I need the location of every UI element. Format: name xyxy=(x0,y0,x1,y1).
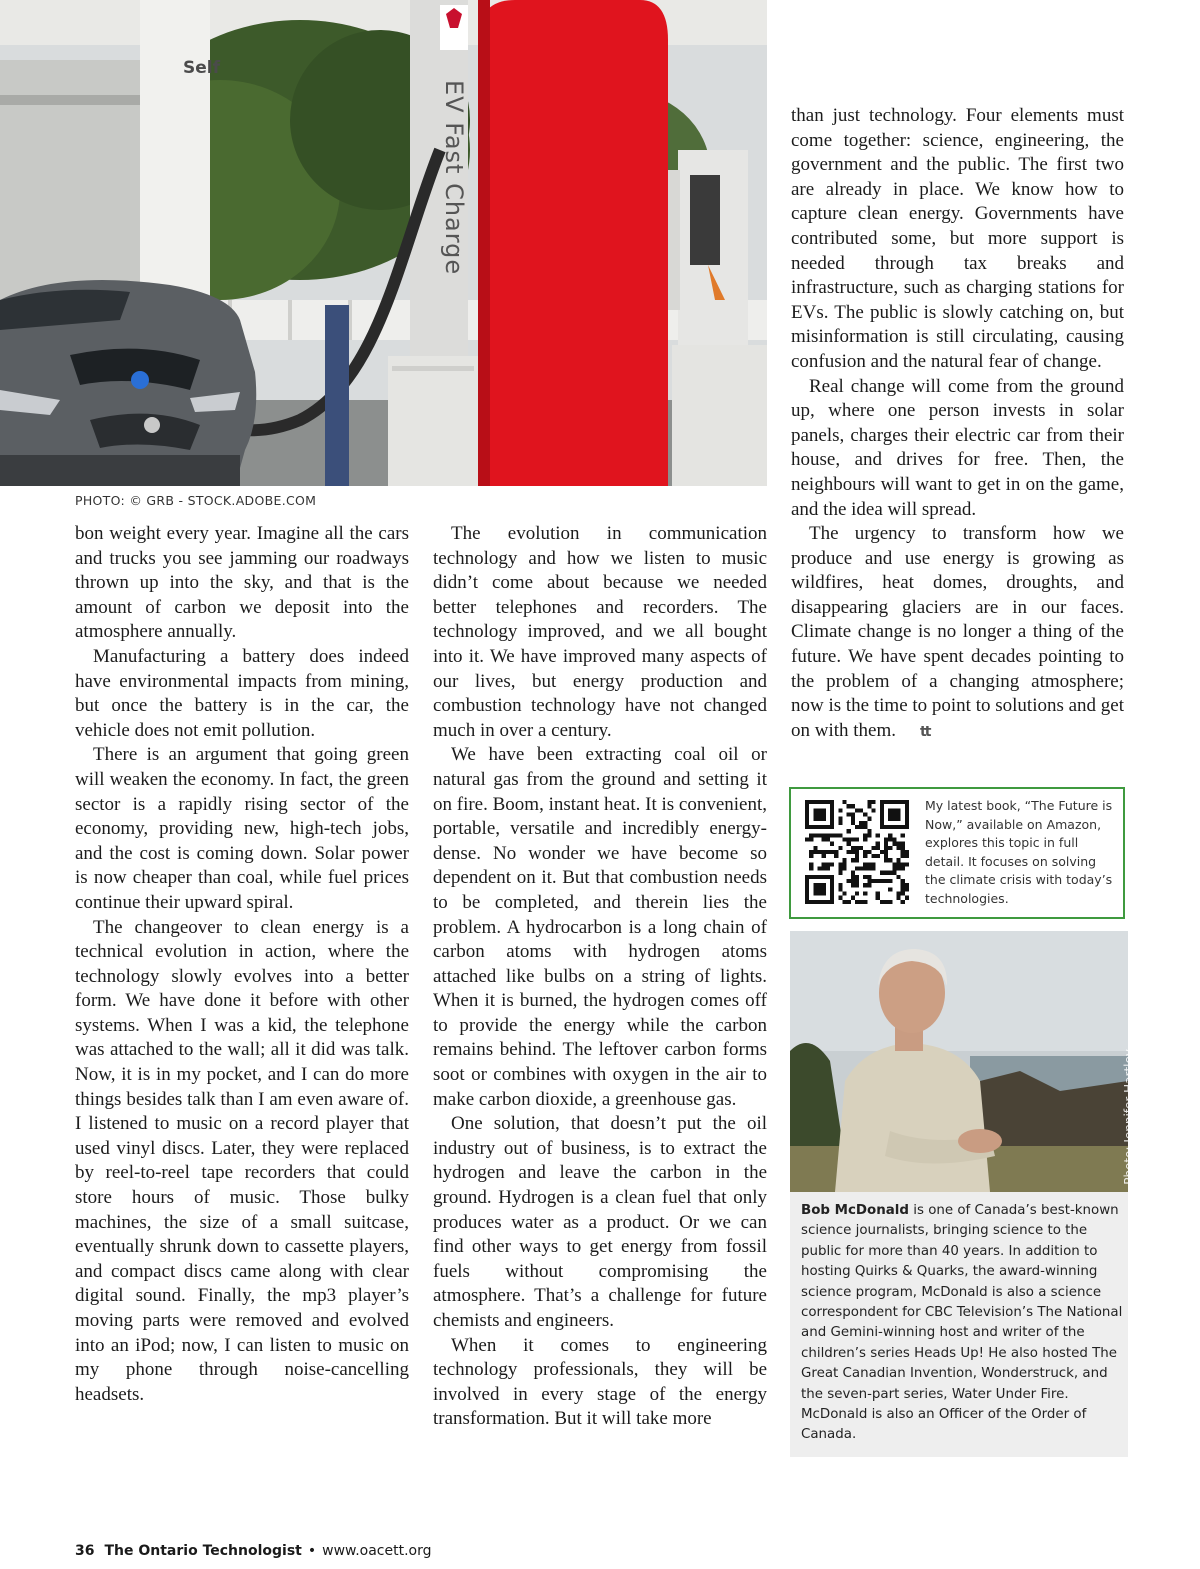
website-link[interactable]: www.oacett.org xyxy=(322,1543,432,1559)
col1-paragraph-4: The changeover to clean energy is a technical evolution in action, where the technology slowly evolves into a better form. We have done it before with other systems. When I was a kid, the telephone was attached to the wall; all it did was talk. Now, it is in my pocket, and I can do more things besides talk than I am even aware of. I listened to music on a record player that used vinyl discs. Later, they were replaced by reel-to-reel tape recorders that could store hours of music. Those bulky machines, the size of a small suitcase, eventually shrunk down to cassette players, and compact discs came along with clear digital sound. Finally, the mp3 player’s moving parts were removed and evolved into an iPod; now, I can listen to music on my phone through noise-cancelling headsets. xyxy=(75,916,409,1405)
end-of-article-icon: tt xyxy=(920,723,930,740)
col1-paragraph-2: Manufacturing a battery does indeed have environmental impacts from mining, but once the battery is in the car, the vehicle does not emit pollution. xyxy=(75,645,409,741)
author-photo-credit: Photo: Jennifer Hartley xyxy=(1122,1049,1136,1185)
col3-paragraph-2: Real change will come from the ground up, where one person invests in solar panels, charges their electric car from their house, and drives for free. Then, the neighbours will want to get in on the game, and the idea will spread. xyxy=(791,375,1124,520)
author-portrait-illustration xyxy=(790,931,1128,1192)
author-bio-text: is one of Canada’s best-known science journalists, bringing science to the public for more than 40 years. In addition to hosting Quirks & Quarks, the award-winning science program, McDonald is also a science correspondent for CBC Television’s The National and Gemini-winning host and writer of the children’s series Heads Up! He also hosted The Great Canadian Invention, Wonderstruck, and the seven-part series, Water Under Fire. McDonald is also an Officer of the Order of Canada. xyxy=(801,1203,1123,1443)
article-column-1 xyxy=(75,522,409,1407)
footer-bullet: • xyxy=(307,1543,317,1559)
qr-code-icon[interactable] xyxy=(805,800,909,904)
charger-red-panel xyxy=(478,0,668,486)
article-column-3 xyxy=(791,104,1124,744)
book-promo-box xyxy=(789,787,1125,919)
col2-paragraph-1: The evolution in communication technology and how we listen to music didn’t come about because we needed better telephones and recorders. The technology improved, and we all bought into it. We have improved many aspects of our lives, but energy production and combustion technology have not changed much in over a century. xyxy=(433,523,767,741)
author-bio xyxy=(801,1201,1123,1446)
magazine-title: The Ontario Technologist xyxy=(104,1543,302,1559)
col1-paragraph-3: There is an argument that going green will weaken the economy. In fact, the green sector is a rapidly rising sector of the economy, providing new, high-tech jobs, and the cost is coming down. Solar power is now cheaper than coal, while fuel prices continue their upward spiral. xyxy=(75,744,409,913)
article-column-2 xyxy=(433,522,767,1432)
page-number: 36 xyxy=(75,1543,95,1559)
col2-paragraph-3: One solution, that doesn’t put the oil industry out of business, is to extract the hydrogen and leave the carbon in the ground. Hydrogen is a clean fuel that only produces water as a product. Or we can find other ways to get energy from fossil fuels without compromising the atmosphere. That’s a challenge for future chemists and engineers. xyxy=(433,1113,767,1331)
col1-paragraph-1: bon weight every year. Imagine all the cars and trucks you see jamming our roadways thrown up into the sky, and that is the amount of carbon we deposit into the atmosphere annually. xyxy=(75,523,409,643)
col3-paragraph-3 xyxy=(791,522,1124,744)
charger-label: EV Fast Charge xyxy=(440,80,468,276)
self-sign: Self xyxy=(183,58,220,78)
page-footer xyxy=(75,1543,432,1559)
col3-paragraph-3-text: The urgency to transform how we produce and use energy is growing as wildfires, heat domes, droughts, and disappearing glaciers are in our faces. Climate change is no longer a thing of the future. We have spent decades pointing to the problem of a changing atmosphere; now is the time to point to solutions and get on with them. xyxy=(791,523,1125,741)
col3-paragraph-1: than just technology. Four elements must come together: science, engineering, the government and the public. The first two are already in place. We know how to capture clean energy. Governments have contributed some, but more support is needed through tax breaks and infrastructure, such as charging stations for EVs. The public is slowly catching on, but misinformation is still circulating, causing confusion and the natural fear of change. xyxy=(791,105,1124,372)
author-name: Bob McDonald xyxy=(801,1203,909,1218)
ev-charging-illustration xyxy=(0,0,767,486)
book-promo-text: My latest book, “The Future is Now,” available on Amazon, explores this topic in full detail. It focuses on solving the climate crisis with today’s technologies. xyxy=(925,798,1113,906)
author-box xyxy=(790,931,1136,1457)
author-photo xyxy=(790,931,1136,1192)
col2-paragraph-4: When it comes to engineering technology professionals, they will be involved in every stage of the energy transformation. But it will take more xyxy=(433,1334,767,1430)
col2-paragraph-2: We have been extracting coal oil or natural gas from the ground and setting it on fire. Boom, instant heat. It is convenient, portable, versatile and incredibly energy-dense. No wonder we have become so dependent on it. But that combustion needs to be completed, and therein lies the problem. A hydrocarbon is a long chain of carbon atoms with hydrogen atoms attached like bulbs on a string of lights. When it is burned, the hydrogen comes off to provide the energy while the carbon remains behind. The leftover carbon forms soot or combines with oxygen in the air to make carbon dioxide, a greenhouse gas. xyxy=(433,744,768,1110)
hero-photo-credit: PHOTO: © GRB - STOCK.ADOBE.COM xyxy=(75,493,317,508)
hero-photo xyxy=(0,0,767,486)
